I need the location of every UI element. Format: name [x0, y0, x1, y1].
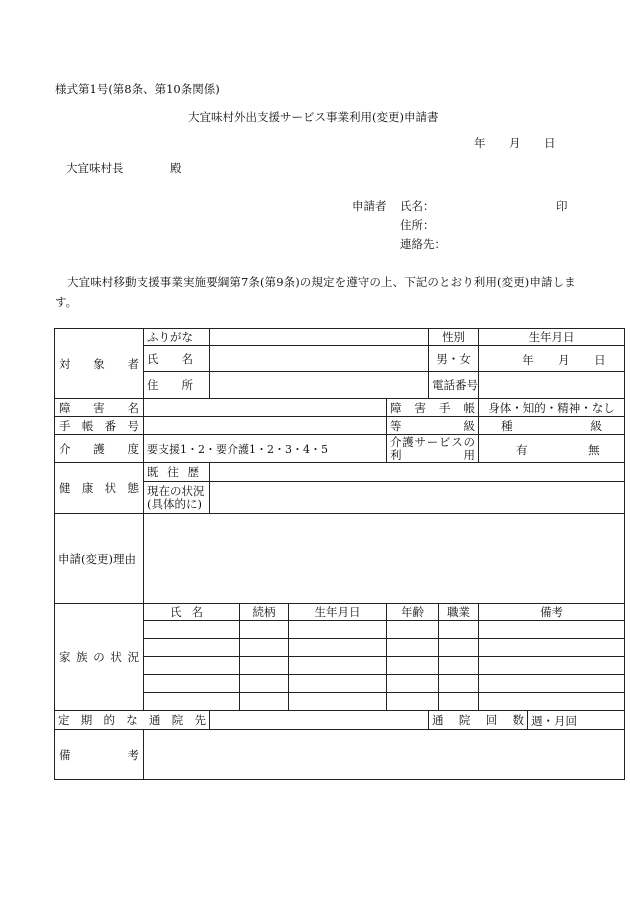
family-header-age: 年齢 — [387, 604, 439, 621]
family-cell[interactable] — [439, 639, 479, 657]
care-service-no: 無 — [588, 442, 600, 457]
family-cell[interactable] — [479, 657, 625, 675]
address-field[interactable] — [210, 372, 429, 399]
declaration-paragraph: 大宜味村移動支援事業実施要綱第7条(第9条)の規定を遵守の上、下記のとおり利用(変更)申請します。 — [55, 275, 576, 309]
gender-value[interactable]: 男・女 — [429, 346, 479, 372]
family-cell[interactable] — [144, 693, 240, 711]
disability-name-field[interactable] — [144, 399, 387, 417]
family-cell[interactable] — [289, 675, 387, 693]
grade-label-cell — [387, 417, 479, 435]
book-number-field[interactable] — [144, 417, 387, 435]
applicant-label: 申請者 — [352, 199, 387, 213]
family-cell[interactable] — [144, 621, 240, 639]
date-year: 年 — [474, 136, 486, 150]
furigana-field[interactable] — [210, 329, 429, 346]
document-title: 大宜味村外出支援サービス事業利用(変更)申請書 — [188, 110, 439, 124]
family-header-job: 職業 — [439, 604, 479, 621]
reason-field[interactable] — [144, 514, 625, 604]
name-field[interactable] — [210, 346, 429, 372]
seal-mark: 印 — [556, 199, 568, 213]
birth-month-label: 月 — [558, 352, 570, 367]
family-cell[interactable] — [289, 693, 387, 711]
address-label: 住所 — [147, 378, 193, 392]
clinic-field[interactable] — [210, 711, 429, 730]
family-cell[interactable] — [240, 675, 289, 693]
care-level-label-cell — [55, 435, 144, 463]
form-number: 様式第1号(第8条、第10条関係) — [55, 82, 220, 96]
health-label-cell — [55, 463, 144, 514]
reason-label: 申請(変更)理由 — [55, 514, 144, 604]
current-condition-label: 現在の状況(具体的に) — [144, 482, 210, 514]
phone-label: 電話番号 — [429, 372, 479, 399]
addressee: 大宜味村長 — [66, 161, 124, 175]
disability-book-label: 障害手帳 — [390, 400, 476, 415]
name-label: 氏名 — [147, 351, 193, 366]
visit-count-label: 通院回数 — [432, 713, 525, 727]
subject-label: 対象者 — [59, 356, 139, 371]
family-cell[interactable] — [439, 657, 479, 675]
care-service-label: 介護サービスの利用 — [387, 435, 479, 463]
applicant-address-label: 住所： — [400, 218, 435, 232]
family-cell[interactable] — [479, 675, 625, 693]
family-header-remarks: 備考 — [479, 604, 625, 621]
clinic-label-cell — [55, 711, 210, 730]
family-header-birth: 生年月日 — [289, 604, 387, 621]
clinic-label: 定期的な通院先 — [58, 713, 206, 727]
application-form-table — [54, 328, 625, 780]
visit-count-value: 週・月回 — [531, 714, 578, 728]
family-cell[interactable] — [479, 639, 625, 657]
family-cell[interactable] — [479, 693, 625, 711]
phone-field[interactable] — [479, 372, 625, 399]
remarks-label-cell — [55, 730, 144, 780]
family-cell[interactable] — [144, 675, 240, 693]
remarks-field[interactable] — [144, 730, 625, 780]
family-cell[interactable] — [144, 657, 240, 675]
family-cell[interactable] — [479, 621, 625, 639]
grade-value: 種級 — [501, 418, 603, 433]
medical-history-label: 既往歴 — [147, 465, 199, 479]
disability-types[interactable]: 身体・知的・精神・なし — [479, 399, 625, 417]
care-service-yes: 有 — [516, 442, 528, 457]
grade-field[interactable] — [479, 417, 625, 435]
birth-label: 生年月日 — [479, 329, 625, 346]
applicant-contact-label: 連絡先： — [400, 237, 446, 251]
family-header-name: 氏名 — [144, 604, 240, 621]
family-cell[interactable] — [240, 621, 289, 639]
family-cell[interactable] — [144, 639, 240, 657]
family-cell[interactable] — [387, 639, 439, 657]
grade-label: 等級 — [390, 418, 476, 433]
family-cell[interactable] — [289, 639, 387, 657]
family-cell[interactable] — [387, 621, 439, 639]
address-label-cell — [144, 372, 210, 399]
remarks-label: 備考 — [59, 747, 139, 762]
furigana-label: ふりがな — [144, 329, 210, 346]
book-number-label-cell — [55, 417, 144, 435]
care-service-field[interactable] — [479, 435, 625, 463]
medical-history-label-cell — [144, 463, 210, 482]
care-level-value[interactable]: 要支援1・2・要介護1・2・3・4・5 — [144, 435, 387, 463]
family-cell[interactable] — [240, 639, 289, 657]
birth-year-label: 年 — [522, 352, 534, 367]
family-label-cell — [55, 604, 144, 711]
applicant-name-label: 氏名： — [400, 199, 435, 213]
honorific: 殿 — [170, 161, 182, 175]
current-condition-field[interactable] — [210, 482, 625, 514]
medical-history-field[interactable] — [210, 463, 625, 482]
gender-label: 性別 — [429, 329, 479, 346]
family-cell[interactable] — [387, 693, 439, 711]
visit-count-field[interactable] — [528, 711, 625, 730]
subject-label-cell — [55, 329, 144, 399]
date-day: 日 — [544, 136, 556, 150]
family-cell[interactable] — [240, 657, 289, 675]
book-number-label: 手帳番号 — [59, 418, 139, 433]
family-cell[interactable] — [289, 621, 387, 639]
family-header-relation: 続柄 — [240, 604, 289, 621]
disability-book-label-cell — [387, 399, 479, 417]
family-cell[interactable] — [240, 693, 289, 711]
family-cell[interactable] — [289, 657, 387, 675]
name-label-cell — [144, 346, 210, 372]
family-cell[interactable] — [387, 675, 439, 693]
family-cell[interactable] — [439, 693, 479, 711]
family-label: 家族の状況 — [59, 650, 139, 664]
date-month: 月 — [509, 136, 521, 150]
care-level-label: 介護度 — [59, 441, 139, 456]
family-cell[interactable] — [387, 657, 439, 675]
family-cell[interactable] — [439, 621, 479, 639]
health-label: 健康状態 — [59, 481, 139, 495]
birth-day-label: 日 — [594, 352, 606, 367]
disability-name-label-cell — [55, 399, 144, 417]
birth-date-field[interactable] — [479, 346, 625, 372]
family-cell[interactable] — [439, 675, 479, 693]
visit-count-label-cell — [429, 711, 528, 730]
disability-name-label: 障害名 — [59, 400, 139, 415]
